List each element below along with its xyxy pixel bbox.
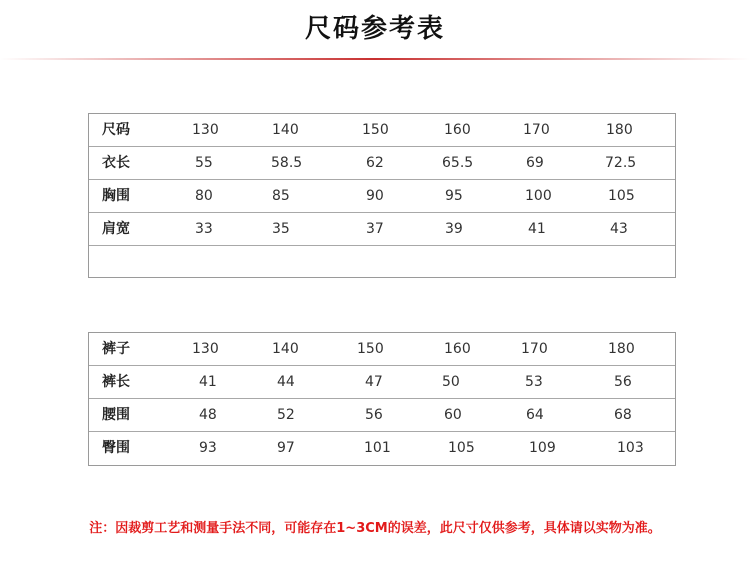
row-label-waist: 腰围	[102, 407, 130, 423]
page-title: 尺码参考表	[304, 14, 445, 44]
table-cell: 93	[199, 440, 217, 456]
table-cell: 55	[195, 155, 213, 171]
table-cell: 44	[277, 374, 295, 390]
table-cell: 48	[199, 407, 217, 423]
table-cell: 41	[528, 221, 546, 237]
table-cell: 37	[366, 221, 384, 237]
table-cell: 101	[364, 440, 391, 456]
table-cell: 105	[448, 440, 475, 456]
row-label-pants: 裤子	[102, 341, 130, 357]
pants-size-table	[88, 332, 676, 466]
size-180: 180	[608, 341, 635, 357]
title-divider	[0, 58, 750, 60]
table-cell: 53	[525, 374, 543, 390]
table-cell: 68	[614, 407, 632, 423]
table-cell: 80	[195, 188, 213, 204]
table-cell: 105	[608, 188, 635, 204]
table-cell: 52	[277, 407, 295, 423]
disclaimer-note: 注：因裁剪工艺和测量手法不同，可能存在1~3CM的误差，此尺寸仅供参考，具体请以实物为准。	[89, 521, 661, 536]
table-cell: 39	[445, 221, 463, 237]
table-row	[89, 333, 675, 366]
table-cell: 97	[277, 440, 295, 456]
size-170: 170	[523, 122, 550, 138]
table-cell: 65.5	[442, 155, 474, 171]
table-row	[89, 366, 675, 399]
table-cell: 69	[526, 155, 544, 171]
size-150: 150	[362, 122, 389, 138]
table-cell: 90	[366, 188, 384, 204]
size-160: 160	[444, 341, 471, 357]
table-row	[89, 114, 675, 147]
size-160: 160	[444, 122, 471, 138]
row-label-hip: 臀围	[102, 440, 130, 456]
table-row	[89, 147, 675, 180]
size-130: 130	[192, 341, 219, 357]
table-row	[89, 213, 675, 246]
size-170: 170	[521, 341, 548, 357]
table-cell: 72.5	[605, 155, 637, 171]
table-cell: 95	[445, 188, 463, 204]
table-row-empty	[89, 246, 675, 278]
row-label-chest: 胸围	[102, 188, 130, 204]
table-row	[89, 399, 675, 432]
table-cell: 33	[195, 221, 213, 237]
row-label-length: 衣长	[102, 155, 130, 171]
table-cell: 58.5	[271, 155, 303, 171]
table-cell: 50	[442, 374, 460, 390]
table-cell: 100	[525, 188, 552, 204]
table-cell: 35	[272, 221, 290, 237]
table-cell: 62	[366, 155, 384, 171]
table-row	[89, 432, 675, 465]
size-130: 130	[192, 122, 219, 138]
table-cell: 109	[529, 440, 556, 456]
table-cell: 41	[199, 374, 217, 390]
size-140: 140	[272, 122, 299, 138]
row-label-size: 尺码	[102, 122, 130, 138]
table-cell: 56	[614, 374, 632, 390]
table-cell: 43	[610, 221, 628, 237]
table-row	[89, 180, 675, 213]
size-140: 140	[272, 341, 299, 357]
tops-size-table	[88, 113, 676, 278]
row-label-pants-length: 裤长	[102, 374, 130, 390]
table-cell: 60	[444, 407, 462, 423]
size-150: 150	[357, 341, 384, 357]
table-cell: 85	[272, 188, 290, 204]
table-cell: 103	[617, 440, 644, 456]
table-cell: 64	[526, 407, 544, 423]
row-label-shoulder: 肩宽	[102, 221, 130, 237]
table-cell: 47	[365, 374, 383, 390]
table-cell: 56	[365, 407, 383, 423]
size-180: 180	[606, 122, 633, 138]
